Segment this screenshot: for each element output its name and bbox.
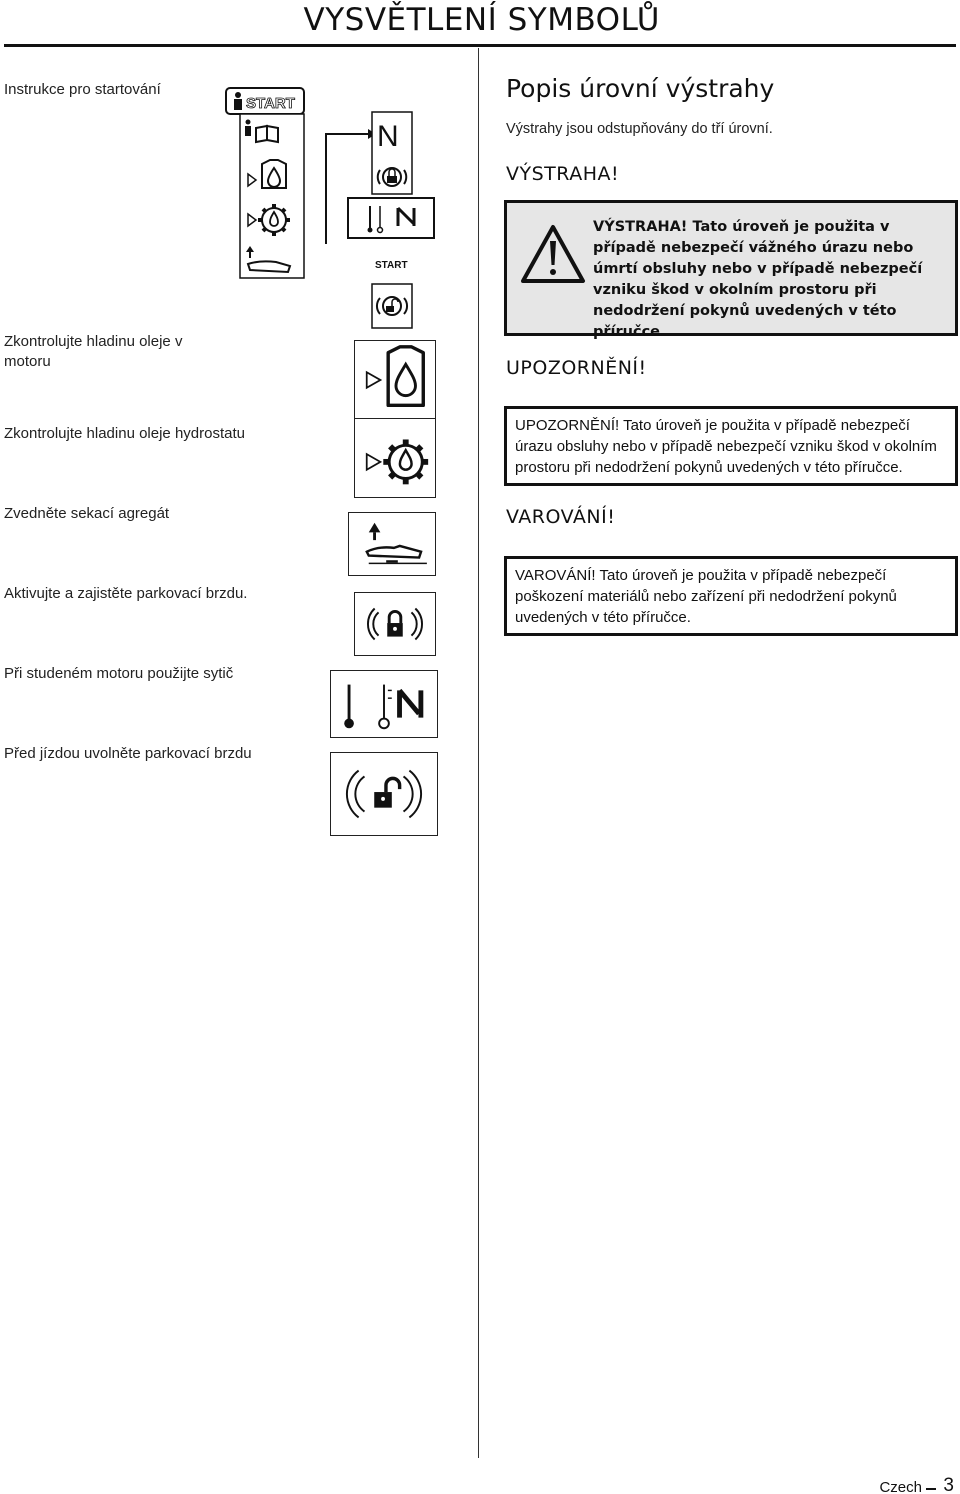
choke-symbol: [330, 670, 438, 738]
column-divider: [478, 48, 479, 1458]
level3-heading: VAROVÁNÍ!: [506, 506, 616, 528]
level1-heading: VÝSTRAHA!: [506, 163, 620, 185]
level2-heading: UPOZORNĚNÍ!: [506, 357, 647, 379]
warning-levels-intro: Výstrahy jsou odstupňovány do tří úrovní.: [506, 121, 773, 137]
parking-brake-locked-icon: [368, 609, 422, 640]
panel-start-small-text: START: [375, 260, 408, 271]
engine-oil-symbol: [354, 340, 436, 420]
label-startup: Instrukce pro startování: [4, 81, 161, 98]
footer-dash: [926, 1488, 936, 1490]
level1-text: VÝSTRAHA! Tato úroveň je použita v případě nebezpečí vážného úrazu nebo úmrtí obsluhy nebo v případě nebezpečí vzniku škod v okolním prostoru při nedodržení pokynů uvedených v této příručce.: [593, 219, 923, 340]
raise-deck-symbol: [348, 512, 436, 576]
raise-deck-icon: [367, 523, 427, 564]
parking-brake-unlocked-icon: [347, 771, 421, 818]
label-engine-oil: Zkontrolujte hladinu oleje v motoru: [4, 333, 183, 370]
label-release-brake: Před jízdou uvolněte parkovací brzdu: [4, 745, 252, 762]
choke-thermometer-icon: [344, 685, 421, 729]
page-title: VYSVĚTLENÍ SYMBOLŮ: [303, 2, 660, 38]
level3-text: VAROVÁNÍ! Tato úroveň je použita v případě nebezpečí poškození materiálů nebo zařízení při nedodržení pokynů uvedených v této příručce.: [515, 567, 897, 626]
label-parking-brake: Aktivujte a zajistěte parkovací brzdu.: [4, 585, 248, 602]
level2-text: UPOZORNĚNÍ! Tato úroveň je použita v případě nebezpečí úrazu obsluhy nebo v případě nebezpečí vzniku škod v okolním prostoru při nedodržení pokynů uvedených v této příručce.: [515, 417, 937, 476]
release-brake-symbol: [330, 752, 438, 836]
label-choke: Při studeném motoru použijte sytič: [4, 665, 234, 682]
startup-instructions-panel: [220, 84, 440, 334]
hydro-oil-symbol: [354, 418, 436, 498]
panel-start-text: START: [246, 95, 295, 112]
warning-triangle-icon: [519, 223, 587, 285]
label-hydro-oil: Zkontrolujte hladinu oleje hydrostatu: [4, 425, 245, 442]
neutral-symbol: N: [377, 120, 399, 153]
title-rule: [4, 44, 956, 47]
level3-box: [504, 556, 958, 636]
footer-language: Czech: [879, 1479, 922, 1494]
level1-box: [504, 200, 958, 340]
level2-box: [504, 406, 958, 486]
label-raise-deck: Zvedněte sekací agregát: [4, 505, 170, 522]
info-icon: [234, 92, 242, 110]
warning-levels-heading: Popis úrovní výstrahy: [506, 74, 775, 103]
page-number: 3: [943, 1475, 954, 1494]
parking-brake-symbol: [354, 592, 436, 656]
